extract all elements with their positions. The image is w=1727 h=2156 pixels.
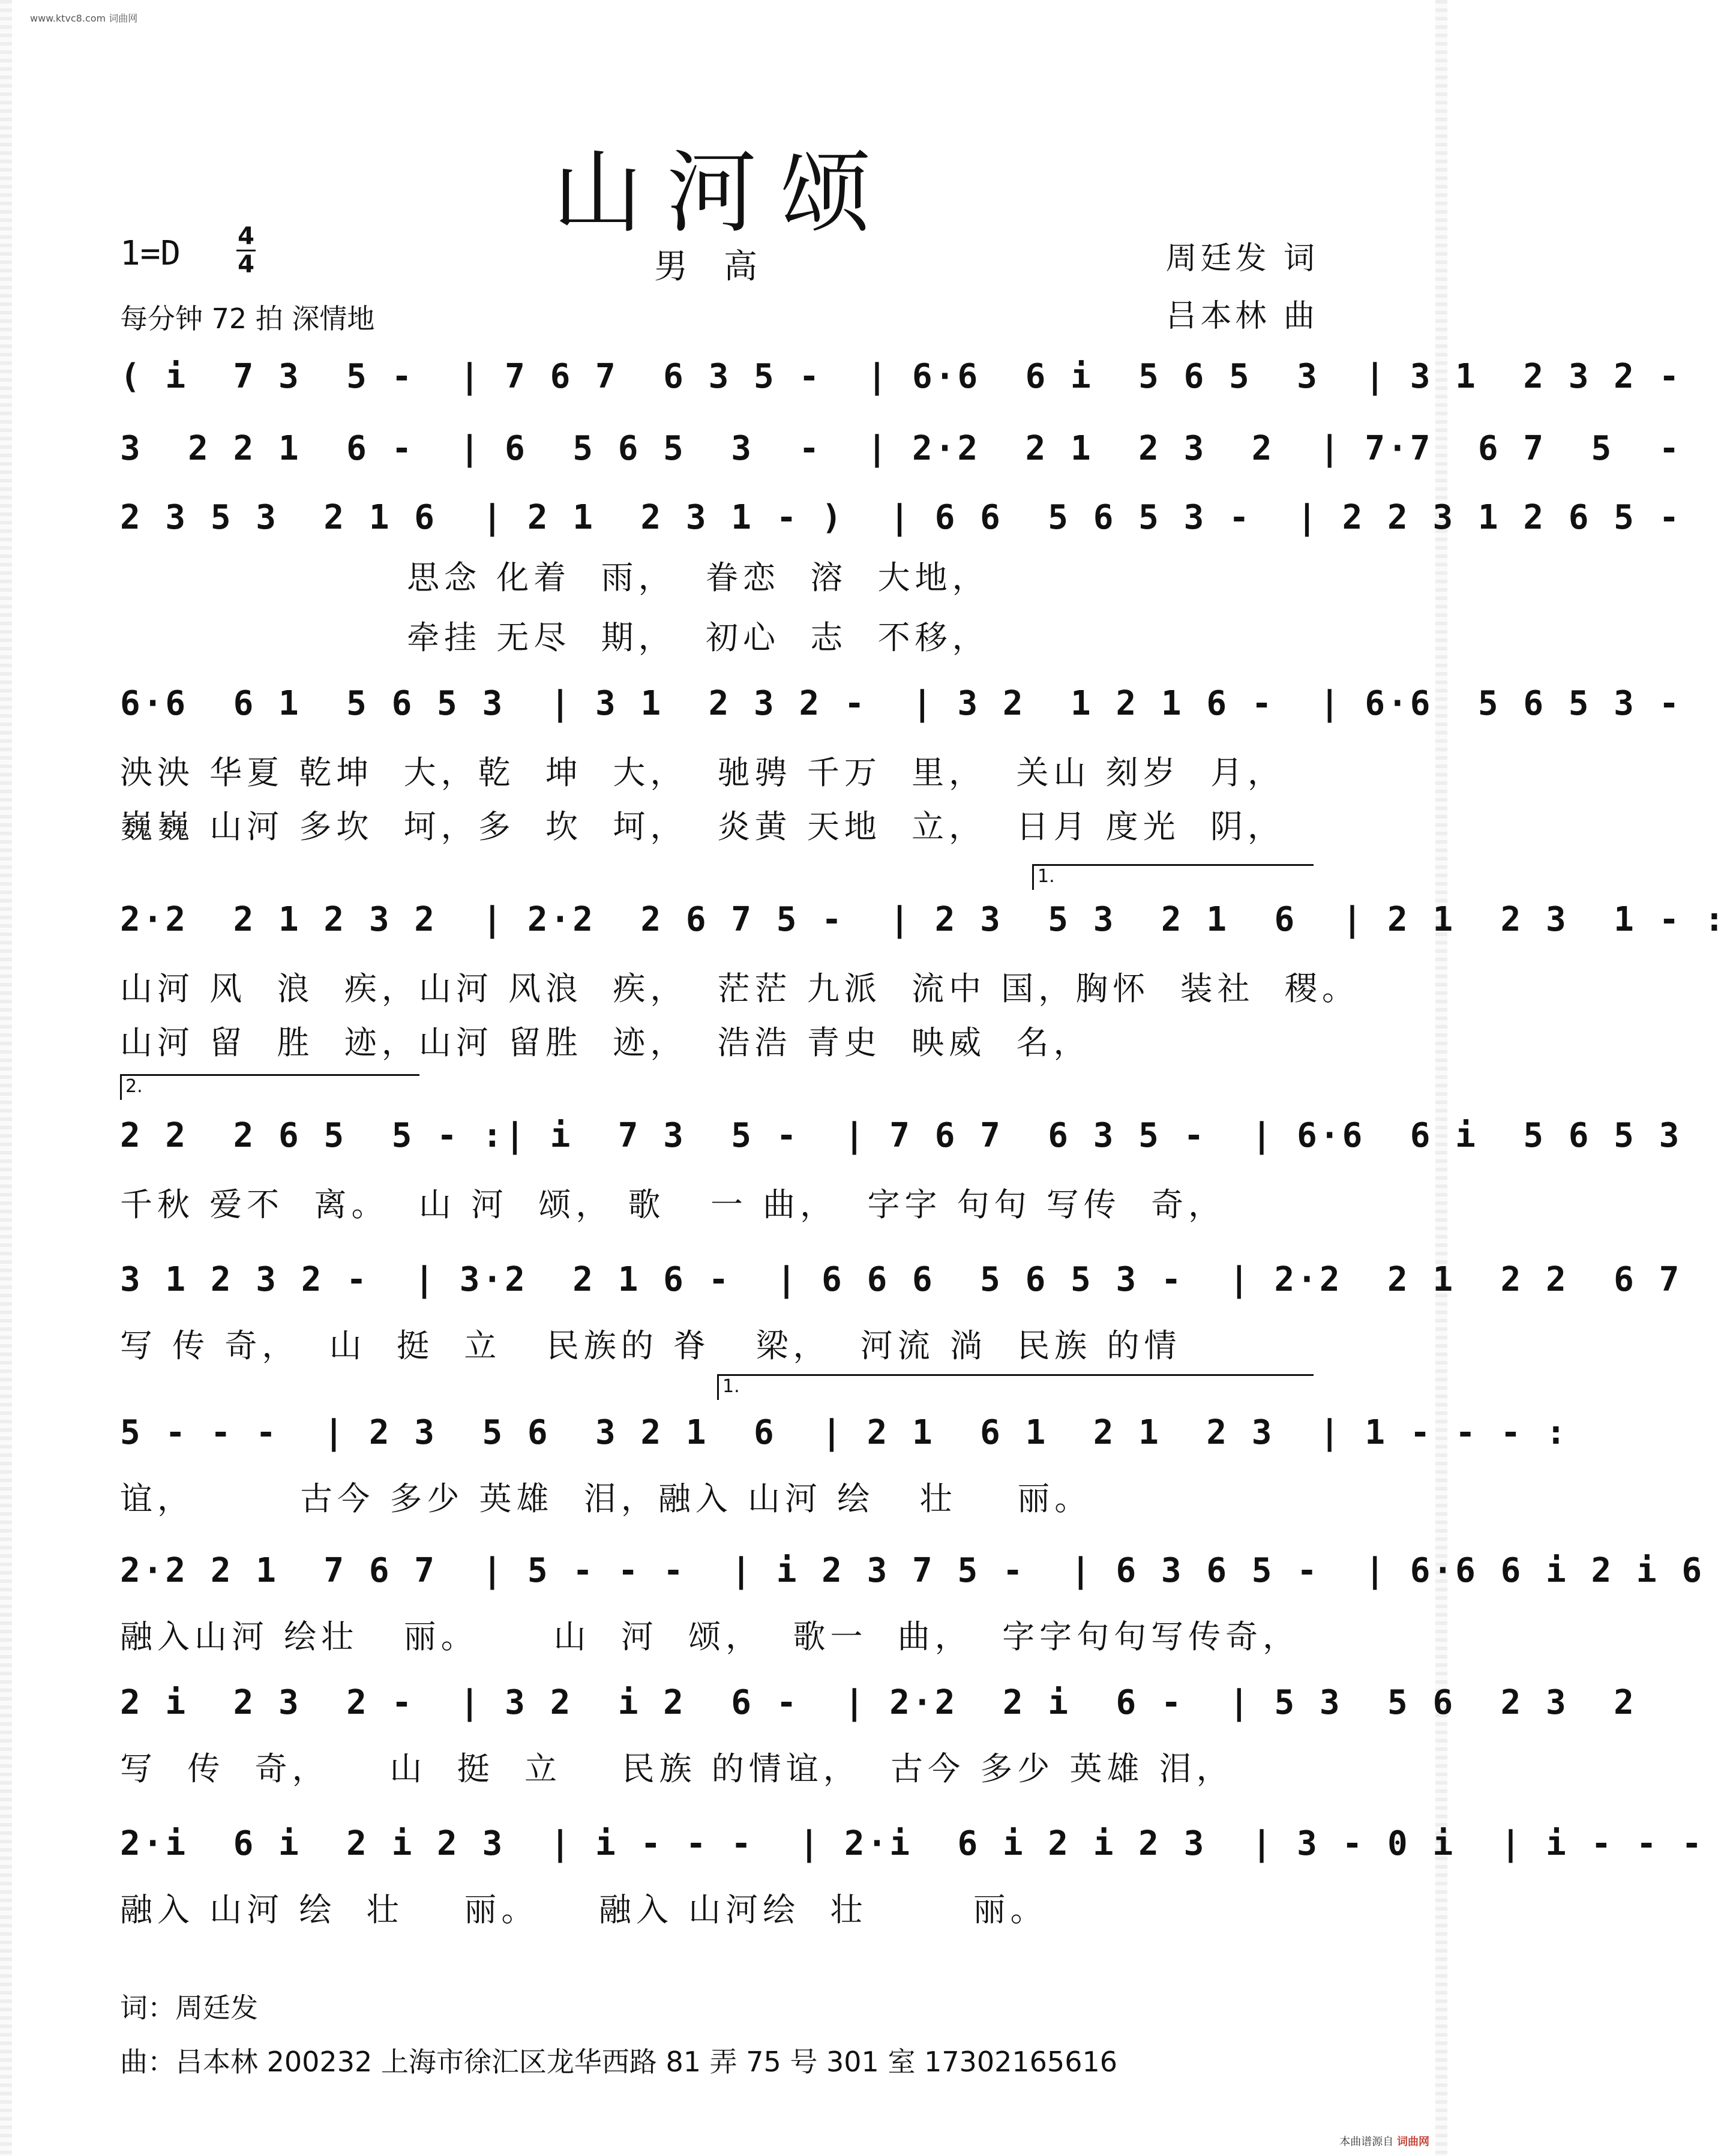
footer-composer-contact: 曲：吕本林 200232 上海市徐汇区龙华西路 81 弄 75 号 301 室 17302165616 (120, 2046, 1117, 2078)
notation: 3 2 2 1 6 - | 6 5 6 5 3 - | 2·2 2 1 2 3 2 | 7·7 6 7 5 - (120, 429, 1682, 468)
lyric-line: 融入 山河 绘 壮 丽。 融入 山河绘 壮 丽。 (120, 1891, 1048, 1929)
lyric-line: 写 传 奇， 山 挺 立 民族 的情谊， 古今 多少 英雄 泪， (120, 1750, 1234, 1788)
page-title: 山河颂 (552, 141, 895, 245)
source-brand: 词曲网 (1397, 2136, 1429, 2148)
notation: 5 - - - | 2 3 5 6 3 2 1 6 | 2 1 6 1 2 1 2 3 | 1 - - - : (120, 1413, 1569, 1452)
composer-credit: 吕本林 曲 (1165, 298, 1318, 334)
notation: 2·2 2 1 2 3 2 | 2·2 2 6 7 5 - | 2 3 5 3 2 1 6 | 2 1 2 3 1 - : (120, 900, 1727, 939)
score-line-11 (120, 1821, 1705, 1867)
score-line-10 (120, 1680, 1636, 1726)
footer-lyricist: 词：周廷发 (120, 1992, 258, 2024)
lyric-line: 山河 留 胜 迹，山河 留胜 迹， 浩浩 青史 映威 名， (120, 1024, 1091, 1061)
lyricist-credit: 周廷发 词 (1165, 241, 1318, 277)
lyric-line: 融入山河 绘壮 丽。 山 河 颂， 歌一 曲， 字字句句写传奇， (120, 1618, 1300, 1656)
notation: 2·i 6 i 2 i 2 3 | i - - - | 2·i 6 i 2 i 2 3 | 3 - 0 i | i - - - (120, 1824, 1705, 1863)
tempo-marking: 每分钟 72 拍 深情地 (120, 302, 375, 335)
site-watermark: www.ktvc8.com 词曲网 (30, 13, 138, 24)
notation: 2 i 2 3 2 - | 3 2 i 2 6 - | 2·2 2 i 6 - | 5 3 5 6 2 3 2 (120, 1683, 1636, 1722)
score-line-9 (120, 1548, 1705, 1594)
second-ending-bracket: 2. (120, 1074, 419, 1100)
score-line-1 (120, 354, 1682, 400)
source-label: 本曲谱源自 (1339, 2136, 1394, 2148)
meter-top: 4 (238, 223, 254, 250)
meter-bottom: 4 (238, 251, 254, 278)
time-signature (234, 223, 258, 278)
lyric-line: 巍巍 山河 多坎 坷，多 坎 坷， 炎黄 天地 立， 日月 度光 阴， (120, 808, 1285, 845)
notation: 3 1 2 3 2 - | 3·2 2 1 6 - | 6 6 6 5 6 5 3 - | 2·2 2 1 2 2 6 7 (120, 1260, 1682, 1299)
key-signature: 1=D (120, 234, 181, 273)
score-line-3 (120, 495, 1682, 541)
lyric-line: 山河 风 浪 疾，山河 风浪 疾， 茫茫 九派 流中 国，胸怀 装社 稷。 (120, 970, 1359, 1007)
first-ending-bracket: 1. (1032, 864, 1314, 890)
notation: 2·2 2 1 7 6 7 | 5 - - - | i 2 3 7 5 - | 6 3 6 5 - | 6·6 6 i 2 i 6 (120, 1551, 1705, 1590)
source-credit (1339, 2133, 1429, 2149)
notation: ( i 7 3 5 - | 7 6 7 6 3 5 - | 6·6 6 i 5 6 5 3 | 3 1 2 3 2 - (120, 357, 1682, 396)
score-line-4 (120, 681, 1682, 727)
score-line-5 (120, 897, 1727, 943)
score-line-6 (120, 1113, 1682, 1159)
score-line-7 (120, 1257, 1682, 1303)
lyric-line: 泱泱 华夏 乾坤 大，乾 坤 大， 驰骋 千万 里， 关山 刻岁 月， (120, 754, 1285, 791)
notation: 2 3 5 3 2 1 6 | 2 1 2 3 1 - ) | 6 6 5 6 5 3 - | 2 2 3 1 2 6 5 - (120, 498, 1682, 537)
lyric-line: 写 传 奇， 山 挺 立 民族的 脊 梁， 河流 淌 民族 的情 (120, 1327, 1182, 1365)
score-line-2 (120, 426, 1682, 472)
lyric-line: 千秋 爱不 离。 山 河 颂， 歌 一 曲， 字字 句句 写传 奇， (120, 1186, 1226, 1224)
voice-part: 男高 (654, 247, 793, 286)
left-border-strip (0, 0, 12, 2156)
notation: 6·6 6 1 5 6 5 3 | 3 1 2 3 2 - | 3 2 1 2 1 6 - | 6·6 5 6 5 3 - (120, 684, 1682, 723)
notation: 2 2 2 6 5 5 - :| i 7 3 5 - | 7 6 7 6 3 5 - | 6·6 6 i 5 6 5 3 (120, 1116, 1682, 1155)
lyric-line: 思念 化着 雨， 眷恋 溶 大地， (120, 559, 990, 596)
lyric-line: 牵挂 无尽 期， 初心 志 不移， (120, 619, 990, 656)
first-ending-bracket-2: 1. (717, 1374, 1314, 1400)
lyric-line: 谊， 古今 多少 英雄 泪，融入 山河 绘 壮 丽。 (120, 1480, 1092, 1518)
score-line-8 (120, 1410, 1569, 1456)
